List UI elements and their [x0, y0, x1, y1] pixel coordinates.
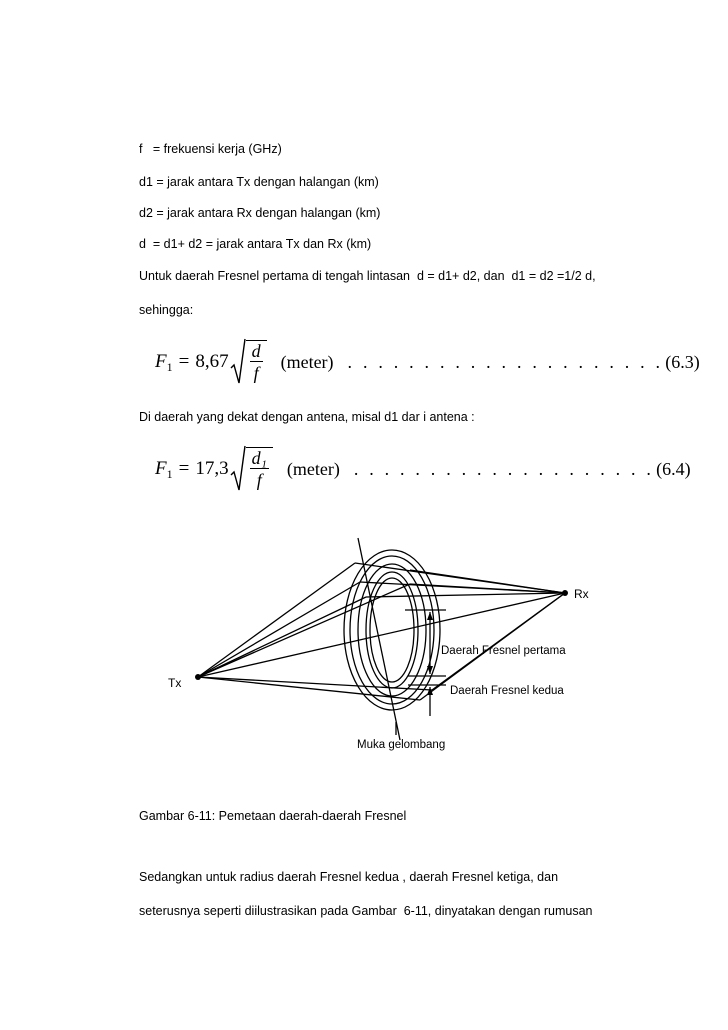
eq2-dots: . . . . . . . . . . . . . . . . . . . .: [353, 458, 655, 479]
eq2-numerator: d₁: [251, 448, 267, 468]
eq2-number: (6.4): [656, 458, 691, 479]
def-d: d = d1+ d2 = jarak antara Tx dan Rx (km): [139, 237, 372, 251]
eq2-sub: 1: [166, 466, 173, 481]
def-d1: d1 = jarak antara Tx dengan halangan (km): [139, 175, 379, 189]
paragraph-sehingga: sehingga:: [139, 303, 194, 317]
eq1-dots: . . . . . . . . . . . . . . . . . . . . .: [347, 351, 664, 372]
eq1-unit: (meter): [280, 351, 334, 372]
eq1-equals: =: [178, 351, 190, 372]
tx-point: [195, 674, 201, 680]
eq2-equals: =: [178, 458, 190, 479]
rays-to-rx: [355, 563, 565, 700]
zone1-label: Daerah Fresnel pertama: [441, 645, 566, 657]
eq1-sub: 1: [166, 359, 173, 374]
rx-point: [562, 590, 568, 596]
figure-caption: Gambar 6-11: Pemetaan daerah-daerah Fresnel: [139, 809, 407, 823]
wavefront-label: Muka gelombang: [357, 739, 446, 751]
paragraph-fresnel-first: Untuk daerah Fresnel pertama di tengah lintasan d = d1+ d2, dan d1 = d2 =1/2 d,: [139, 269, 596, 283]
eq1-denominator: f: [253, 363, 259, 383]
def-f: f = frekuensi kerja (GHz): [139, 142, 282, 156]
eq2-denominator: f: [256, 470, 262, 490]
eq2-coef: 17,3: [195, 458, 229, 479]
eq2-unit: (meter): [286, 458, 340, 479]
eq1-numerator: d: [251, 341, 261, 361]
eq1-lhs: F: [155, 351, 167, 372]
eq1-number: (6.3): [665, 351, 700, 372]
def-d2: d2 = jarak antara Rx dengan halangan (km): [139, 206, 381, 220]
fresnel-ring-2: [366, 572, 418, 688]
paragraph-near-antenna: Di daerah yang dekat dengan antena, misal d1 dar i antena :: [139, 410, 475, 424]
eq2-lhs: F: [155, 458, 167, 479]
paragraph-next-zones: Sedangkan untuk radius daerah Fresnel kedua , daerah Fresnel ketiga, dan: [139, 870, 559, 884]
eq1-coef: 8,67: [195, 351, 229, 372]
tx-label: Tx: [168, 676, 182, 690]
zone2-label: Daerah Fresnel kedua: [450, 685, 564, 697]
paragraph-continuation: seterusnya seperti diilustrasikan pada Gambar 6-11, dinyatakan dengan rumusan: [139, 904, 593, 918]
rx-label: Rx: [574, 587, 589, 601]
